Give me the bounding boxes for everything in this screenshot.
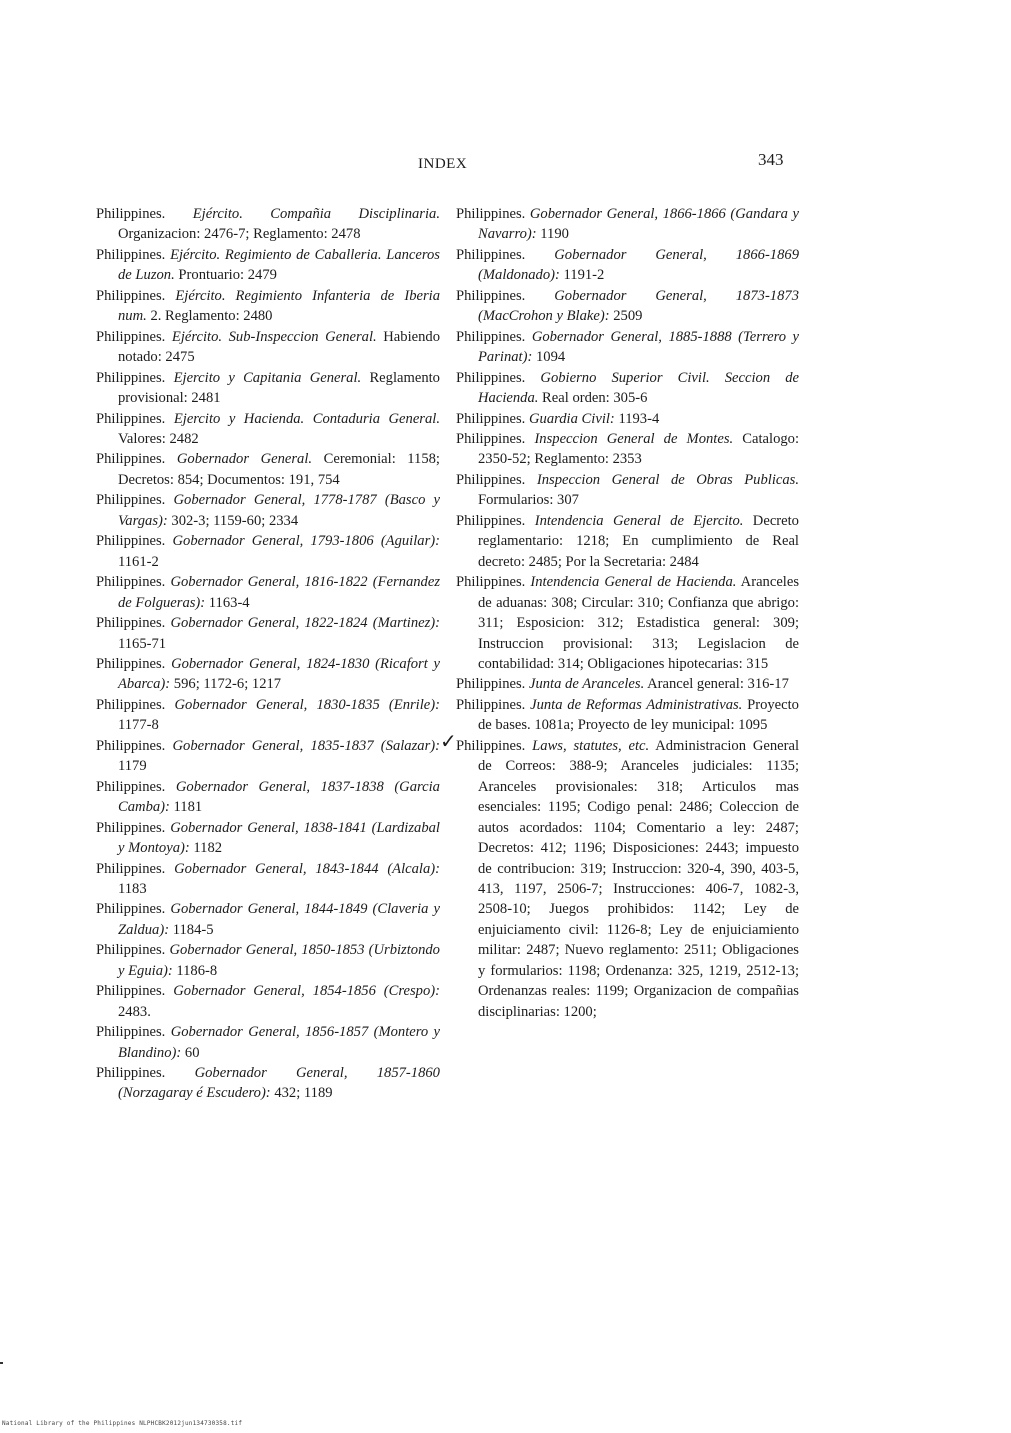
entry-references: Arancel general: 316-17 xyxy=(647,676,789,693)
entry-subheading: Gobernador General, 1778-1787 (Basco y Vargas): xyxy=(118,492,440,529)
entry-references: 1184-5 xyxy=(172,921,214,938)
entry-references: Real orden: 305-6 xyxy=(542,390,648,407)
entry-subheading: Ejército. Compañia Disciplinaria. xyxy=(192,206,440,222)
entry-subheading: Guardia Civil: xyxy=(528,410,615,427)
entry-references: 1163-4 xyxy=(208,594,250,611)
entry-subheading: Gobernador General, 1835-1837 (Salazar): xyxy=(172,737,440,754)
index-entry xyxy=(456,409,799,429)
entry-references: 302-3; 1159-60; 2334 xyxy=(171,512,299,529)
entry-heading: Philippines. xyxy=(456,246,526,263)
entry-heading: Philippines. xyxy=(96,860,166,877)
entry-references: 1161-2 xyxy=(118,553,159,570)
entry-subheading: Ejército. Regimiento Infanteria de Iberia num. xyxy=(118,287,440,325)
entry-subheading: Gobernador General, 1854-1856 (Crespo): xyxy=(173,983,440,1000)
entry-subheading: Gobernador General, 1830-1835 (Enrile): xyxy=(174,696,440,713)
entry-heading: Philippines. xyxy=(96,983,166,1000)
entry-references: 1179 xyxy=(118,758,147,775)
index-entry xyxy=(440,730,800,1022)
entry-references: Reglamento provisional: 2481 xyxy=(118,369,440,407)
index-entry xyxy=(96,286,440,327)
entry-references: 1181 xyxy=(173,799,203,816)
entry-references: Decreto reglamentario: 1218; En cumplimiento de Real decreto: 2485; Por la Secretaria: 2484 xyxy=(478,512,799,570)
entry-subheading: Gobernador General, 1856-1857 (Montero y Blandino): xyxy=(118,1024,440,1061)
entry-heading: Philippines. xyxy=(456,676,526,693)
entry-subheading: Ejercito y Capitania General. xyxy=(173,369,362,386)
index-entry xyxy=(96,531,440,572)
entry-heading: Philippines. xyxy=(96,901,166,918)
index-entry xyxy=(456,470,799,511)
entry-subheading: Gobernador General, 1866-1866 (Gandara y Navarro): xyxy=(478,206,799,243)
entry-subheading: Ejército. Regimiento de Caballeria. Lanceros de Luzon. xyxy=(118,246,440,284)
entry-heading: Philippines. xyxy=(96,1024,166,1041)
index-entry xyxy=(456,674,799,694)
index-entry xyxy=(96,572,440,613)
index-entry xyxy=(96,859,440,900)
entry-heading: Philippines. xyxy=(96,451,166,468)
entry-subheading: Gobernador General, 1866-1869 (Maldonado): xyxy=(478,246,799,284)
entry-subheading: Gobernador General, 1838-1841 (Lardizabal y Montoya): xyxy=(118,819,440,857)
index-entry xyxy=(96,736,440,777)
entry-references: 1191-2 xyxy=(563,267,605,284)
entry-references: 2. Reglamento: 2480 xyxy=(150,308,273,325)
entry-references: Habiendo notado: 2475 xyxy=(118,328,440,366)
entry-subheading: Junta de Reformas Administrativas. xyxy=(530,696,743,713)
entry-subheading: Gobernador General, 1837-1838 (Garcia Camba): xyxy=(118,778,440,816)
entry-heading: Philippines. xyxy=(96,206,166,222)
entry-heading: Philippines. xyxy=(96,696,166,713)
entry-references: Proyecto de bases. 1081a; Proyecto de ley municipal: 1095 xyxy=(478,696,799,734)
index-entry xyxy=(96,449,440,490)
entry-references: Administracion General de Correos: 388-9; Aranceles judiciales: 1135; Aranceles provisionales: 318; Articulos mas esenciales: 1195; Codigo penal: 2486; Coleccion de autos acordados: 1104; Comentario a ley: 2487; Decretos: 412; 1196; Disposiciones: 2443; impuesto de contribucion: 319; Instruccion: 320-4, 390, 403-5, 413, 1197, 2506-7; Instrucciones: 406-7, 1082-3, 2508-10; Juegos prohibidos: 1142; Ley de enjuiciamento civil: 1126-8; Ley de enjuiciamiento militar: 2487; Nuevo reglamento: 2511; Obligaciones y formularios: 1198; Ordenanza: 325, 1219, 2512-13; Ordenanzas reales: 1199; Organizacion de compañias disciplinarias: 1200; xyxy=(478,737,800,1020)
entry-subheading: Inspeccion General de Obras Publicas. xyxy=(536,471,799,488)
entry-heading: Philippines. xyxy=(96,369,166,386)
entry-references: 2483. xyxy=(118,1003,151,1020)
entry-references: Catalogo: 2350-52; Reglamento: 2353 xyxy=(478,430,800,468)
entry-references: 1190 xyxy=(540,226,569,243)
entry-references: 1183 xyxy=(118,880,147,897)
entry-references: 1193-4 xyxy=(618,410,660,427)
index-column-left xyxy=(96,204,440,1104)
check-mark-icon: ✓ xyxy=(440,730,457,753)
entry-subheading: Gobernador General, 1885-1888 (Terrero y Parinat): xyxy=(478,328,799,366)
entry-heading: Philippines. xyxy=(456,512,526,529)
index-entry xyxy=(96,899,440,940)
page-number: 343 xyxy=(758,150,784,169)
index-entry xyxy=(456,429,799,470)
entry-heading: Philippines. xyxy=(96,533,166,550)
index-entry xyxy=(96,695,440,736)
entry-subheading: Gobernador General, 1844-1849 (Claveria y Zaldua): xyxy=(118,901,440,938)
entry-subheading: Gobierno Superior Civil. Seccion de Hacienda. xyxy=(478,369,799,407)
index-entry xyxy=(96,327,440,368)
entry-subheading: Gobernador General, 1843-1844 (Alcala): xyxy=(174,860,440,877)
index-entry xyxy=(96,613,440,654)
index-entry xyxy=(96,1063,440,1104)
entry-heading: Philippines. xyxy=(96,1065,166,1082)
entry-heading: Philippines. xyxy=(96,737,166,754)
index-entry xyxy=(456,572,799,674)
entry-subheading: Gobernador General. xyxy=(176,451,313,468)
index-entry xyxy=(96,490,440,531)
index-entry xyxy=(96,654,440,695)
index-entry xyxy=(96,981,440,1022)
index-entry xyxy=(96,777,440,818)
entry-heading: Philippines. xyxy=(456,328,526,345)
entry-heading: Philippines. xyxy=(456,574,526,591)
index-entry xyxy=(96,818,440,859)
entry-subheading: Gobernador General, 1873-1873 (MacCrohon y Blake): xyxy=(478,287,799,325)
entry-subheading: Gobernador General, 1824-1830 (Ricafort y Abarca): xyxy=(118,655,440,693)
entry-references: 1177-8 xyxy=(118,717,159,734)
entry-subheading: Gobernador General, 1850-1853 (Urbiztondo y Eguia): xyxy=(118,942,440,979)
index-entry xyxy=(456,695,799,736)
entry-heading: Philippines. xyxy=(96,942,166,959)
entry-subheading: Gobernador General, 1793-1806 (Aguilar): xyxy=(172,533,440,550)
entry-heading: Philippines. xyxy=(96,410,166,427)
entry-heading: Philippines. xyxy=(96,246,166,263)
entry-heading: Philippines. xyxy=(96,574,166,591)
entry-subheading: Inspeccion General de Montes. xyxy=(534,430,734,447)
entry-references: 1182 xyxy=(193,840,223,857)
entry-references: 432; 1189 xyxy=(274,1085,333,1102)
entry-references: Formularios: 307 xyxy=(478,492,579,509)
entry-subheading: Laws, statutes, etc. xyxy=(532,737,650,754)
entry-heading: Philippines. xyxy=(456,410,526,427)
entry-subheading: Ejercito y Hacienda. Contaduria General. xyxy=(173,410,440,427)
index-entry xyxy=(96,409,440,450)
entry-heading: Philippines. xyxy=(456,737,526,754)
entry-heading: Philippines. xyxy=(456,206,526,222)
entry-heading: Philippines. xyxy=(96,287,166,304)
entry-heading: Philippines. xyxy=(456,369,526,386)
entry-subheading: Ejército. Sub-Inspeccion General. xyxy=(171,328,377,345)
entry-heading: Philippines. xyxy=(96,655,166,672)
entry-heading: Philippines. xyxy=(456,430,526,447)
entry-subheading: Gobernador General, 1822-1824 (Martinez): xyxy=(170,615,440,632)
entry-references: Ceremonial: 1158; Decretos: 854; Documentos: 191, 754 xyxy=(118,451,440,488)
index-entry xyxy=(96,204,440,245)
entry-references: 1094 xyxy=(535,349,566,366)
index-entry xyxy=(96,1022,440,1063)
entry-heading: Philippines. xyxy=(456,471,526,488)
entry-heading: Philippines. xyxy=(96,819,166,836)
entry-references: Valores: 2482 xyxy=(118,430,199,447)
entry-heading: Philippines. xyxy=(456,696,526,713)
entry-references: 60 xyxy=(184,1044,200,1061)
entry-heading: Philippines. xyxy=(96,778,166,795)
entry-references: 2509 xyxy=(613,308,643,325)
running-title: INDEX xyxy=(418,156,468,172)
entry-references: Aranceles de aduanas: 308; Circular: 310; Confianza que abrigo: 311; Esposicion: 312; Estadistica general: 309; Instruccion provisional: 313; Legislacion de contabilidad: 314; Obligaciones hipotecarias: 315 xyxy=(478,574,800,672)
entry-subheading: Gobernador General, 1857-1860 (Norzagaray é Escudero): xyxy=(118,1065,440,1102)
entry-references: 596; 1172-6; 1217 xyxy=(173,676,282,693)
entry-heading: Philippines. xyxy=(96,492,166,509)
index-entry xyxy=(96,940,440,981)
entry-subheading: Gobernador General, 1816-1822 (Fernandez de Folgueras): xyxy=(118,574,440,611)
scan-footer: National Library of the Philippines NLPHCBK2012jun134730358.tif xyxy=(2,1420,243,1427)
entry-references: 1165-71 xyxy=(118,635,167,652)
entry-heading: Philippines. xyxy=(96,328,166,345)
entry-references: 1186-8 xyxy=(176,962,218,979)
index-entry xyxy=(456,245,799,286)
entry-references: Prontuario: 2479 xyxy=(178,267,277,284)
entry-subheading: Intendencia General de Ejercito. xyxy=(534,512,744,529)
entry-references: Organizacion: 2476-7; Reglamento: 2478 xyxy=(118,226,361,243)
index-entry xyxy=(456,511,799,572)
scan-speck xyxy=(0,1362,3,1364)
index-column-right xyxy=(440,204,800,1022)
entry-subheading: Junta de Aranceles. xyxy=(528,676,645,693)
index-entry xyxy=(456,368,799,409)
entry-heading: Philippines. xyxy=(96,615,166,632)
index-entry xyxy=(456,286,799,327)
index-entry xyxy=(96,245,440,286)
entry-subheading: Intendencia General de Hacienda. xyxy=(530,574,737,591)
index-entry xyxy=(456,204,799,245)
index-entry xyxy=(96,368,440,409)
entry-heading: Philippines. xyxy=(456,287,526,304)
index-entry xyxy=(456,327,799,368)
